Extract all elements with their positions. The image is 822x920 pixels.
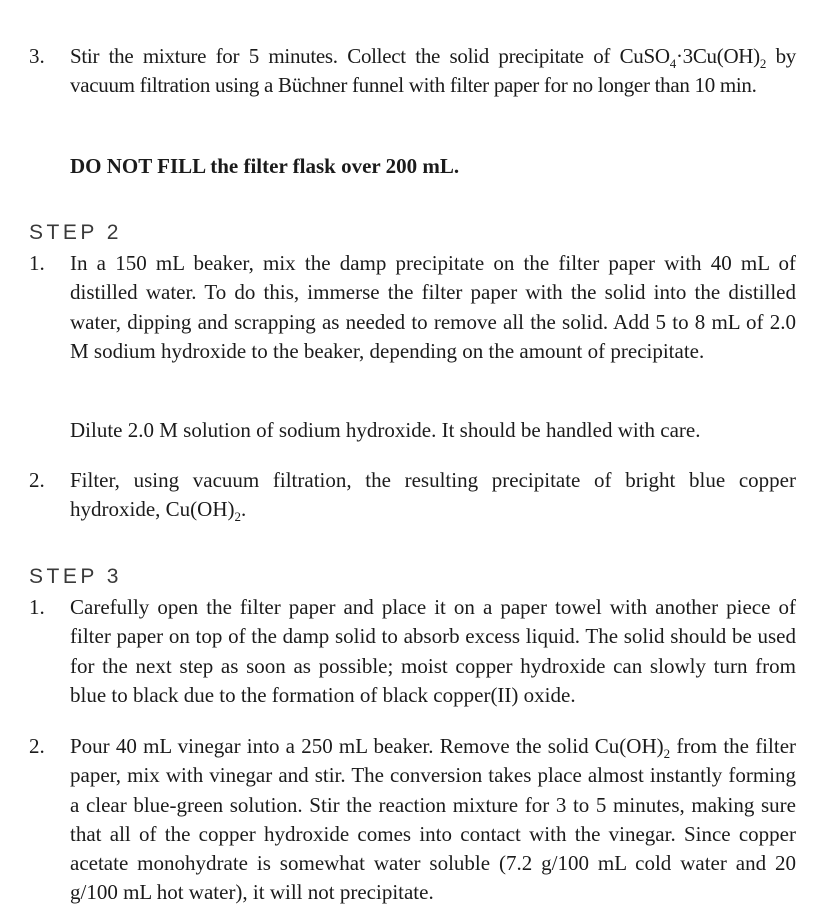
paragraph: [70, 732, 796, 908]
warning-note: DO NOT FILL the filter flask over 200 mL.: [70, 154, 460, 178]
text-run: Stir the mixture for 5 minutes. Collect the solid precipitate of CuSO: [70, 44, 670, 68]
list-number: 3.: [29, 44, 45, 68]
list-number: 2.: [29, 468, 45, 492]
text-run: by vacuum filtration using a Büchner funnel with filter paper for no longer than 10 min.: [70, 44, 796, 98]
list-number: 1.: [29, 595, 45, 619]
formula-run: ·3Cu(OH): [675, 44, 760, 68]
list-number: 1.: [29, 251, 45, 275]
text-run: from the filter paper, mix with vinegar and stir. The conversion takes place almost instantly forming a clear blue-green solution. Stir the reaction mixture for 3 to 5 minutes, making sure that all of the copper hydroxide comes into contact with the vinegar. Since copper acetate monohydrate is somewhat water soluble (7.2 g/100 mL cold water and 20 g/100 mL hot water), it will not precipitate.: [70, 734, 797, 905]
subscript: 4: [669, 56, 676, 71]
caution-note: Dilute 2.0 M solution of sodium hydroxide. It should be handled with care.: [70, 418, 701, 442]
paragraph: [70, 42, 796, 101]
text-run: Filter, using vacuum filtration, the resulting precipitate of bright blue copper hydroxide, Cu(OH): [70, 468, 796, 522]
step-3-heading: STEP 3: [29, 565, 122, 588]
step-2-heading: STEP 2: [29, 221, 122, 244]
paragraph: [70, 466, 796, 525]
paragraph: In a 150 mL beaker, mix the damp precipitate on the filter paper with 40 mL of distilled water. To do this, immerse the filter paper with the solid into the distilled water, dipping and scrapping as needed to remove all the solid. Add 5 to 8 mL of 2.0 M sodium hydroxide to the beaker, depending on the amount of precipitate.: [70, 251, 796, 363]
list-number: 2.: [29, 734, 45, 758]
text-run: Pour 40 mL vinegar into a 250 mL beaker. Remove the solid Cu(OH): [70, 734, 664, 758]
text-run: .: [240, 497, 247, 522]
subscript: 2: [663, 746, 671, 761]
subscript: 2: [234, 509, 241, 525]
subscript: 2: [759, 56, 767, 71]
paragraph: Carefully open the filter paper and place it on a paper towel with another piece of filter paper on top of the damp solid to absorb excess liquid. The solid should be used for the next step as soon as possible; moist copper hydroxide can slowly turn from blue to black due to the formation of black copper(II) oxide.: [70, 595, 796, 707]
